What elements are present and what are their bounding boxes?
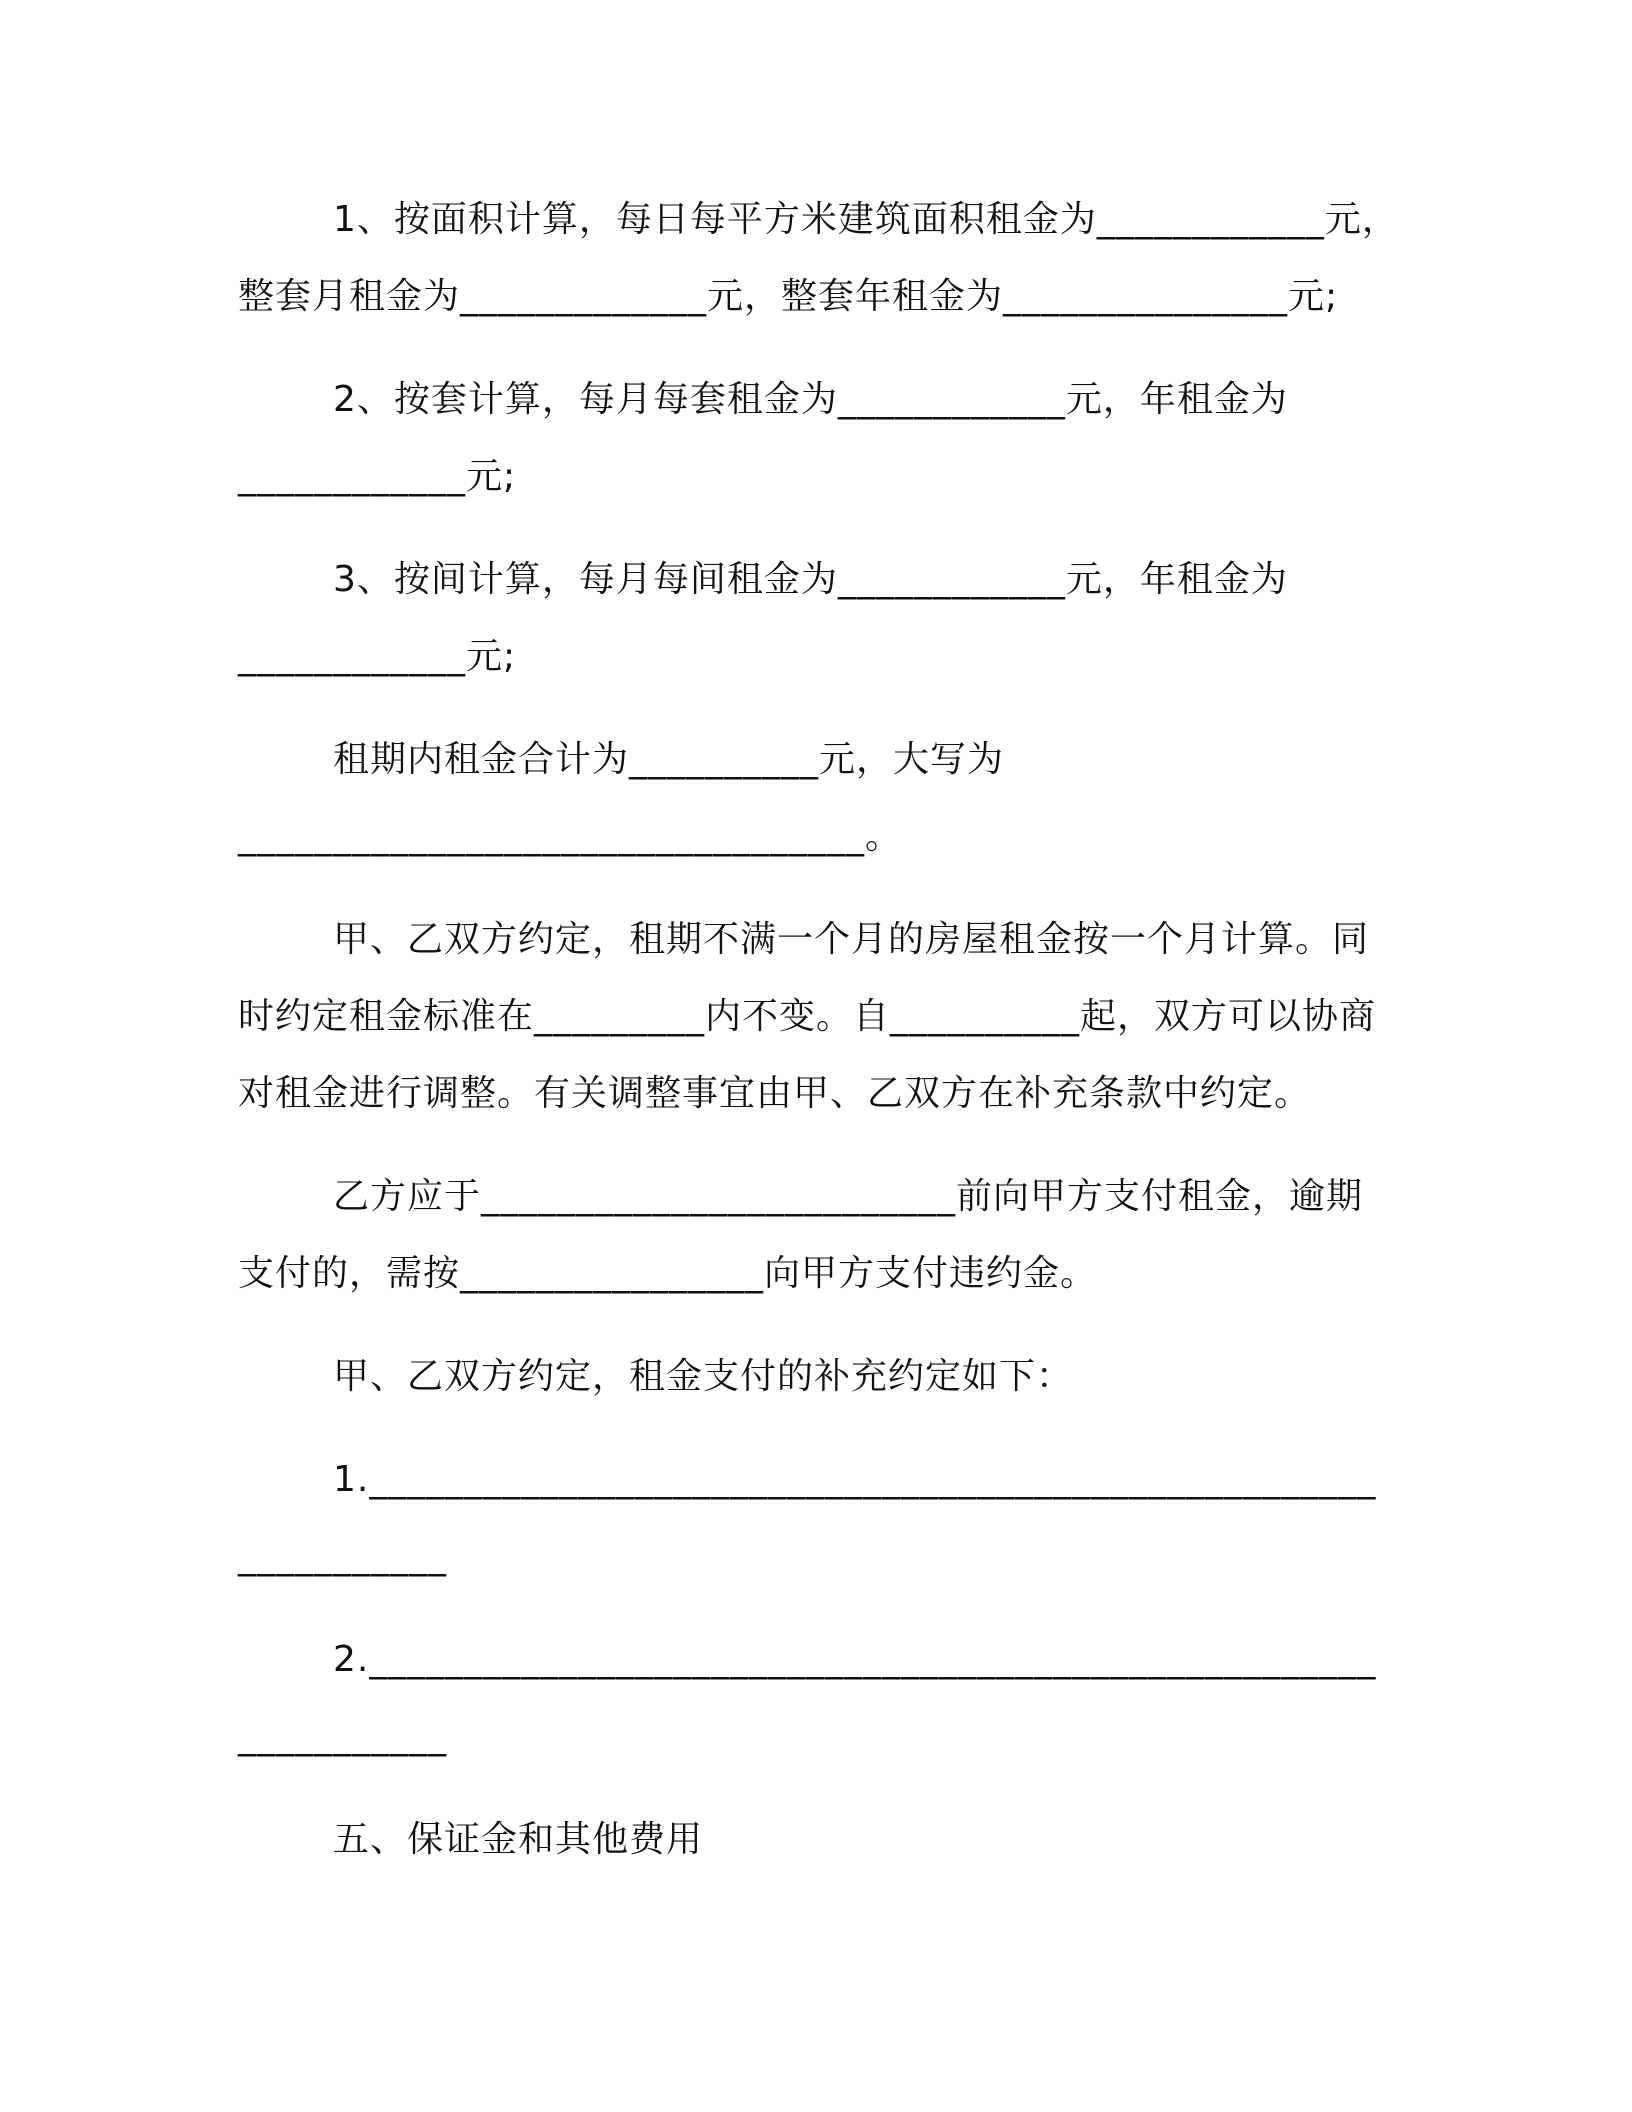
clause-rent-by-room-line-2: ____________元; [238, 636, 517, 677]
rent-adjustment-line-1: 甲、乙双方约定，租期不满一个月的房屋租金按一个月计算。同 [333, 919, 1370, 960]
supplementary-item-2-line-2: ___________ [238, 1716, 447, 1757]
payment-deadline-line-1: 乙方应于_________________________前向甲方支付租金，逾期 [333, 1176, 1364, 1217]
payment-deadline-line-2: 支付的，需按________________向甲方支付违约金。 [238, 1253, 1098, 1294]
rent-adjustment-line-2: 时约定租金标准在_________内不变。自__________起，双方可以协商 [238, 996, 1377, 1037]
rent-total-line-1: 租期内租金合计为__________元，大写为 [333, 739, 1005, 780]
supplementary-item-2-line-1: 2._____________________________________________________ [333, 1639, 1377, 1680]
supplementary-item-1-line-1: 1._____________________________________________________ [333, 1459, 1377, 1500]
clause-rent-by-area-line-1: 1、按面积计算，每日每平方米建筑面积租金为____________元， [333, 199, 1399, 240]
supplementary-intro: 甲、乙双方约定，租金支付的补充约定如下： [333, 1356, 1074, 1397]
clause-rent-by-area-line-2: 整套月租金为_____________元，整套年租金为_______________元; [238, 276, 1339, 317]
rent-total-line-2: _________________________________。 [238, 816, 902, 857]
supplementary-item-1-line-2: ___________ [238, 1536, 447, 1577]
rent-adjustment-line-3: 对租金进行调整。有关调整事宜由甲、乙双方在补充条款中约定。 [238, 1073, 1312, 1114]
clause-rent-by-room-line-1: 3、按间计算，每月每间租金为____________元，年租金为 [333, 559, 1288, 600]
clause-rent-by-suite-line-1: 2、按套计算，每月每套租金为____________元，年租金为 [333, 379, 1288, 420]
clause-rent-by-suite-line-2: ____________元; [238, 456, 517, 497]
section-heading-deposit: 五、保证金和其他费用 [333, 1819, 704, 1860]
